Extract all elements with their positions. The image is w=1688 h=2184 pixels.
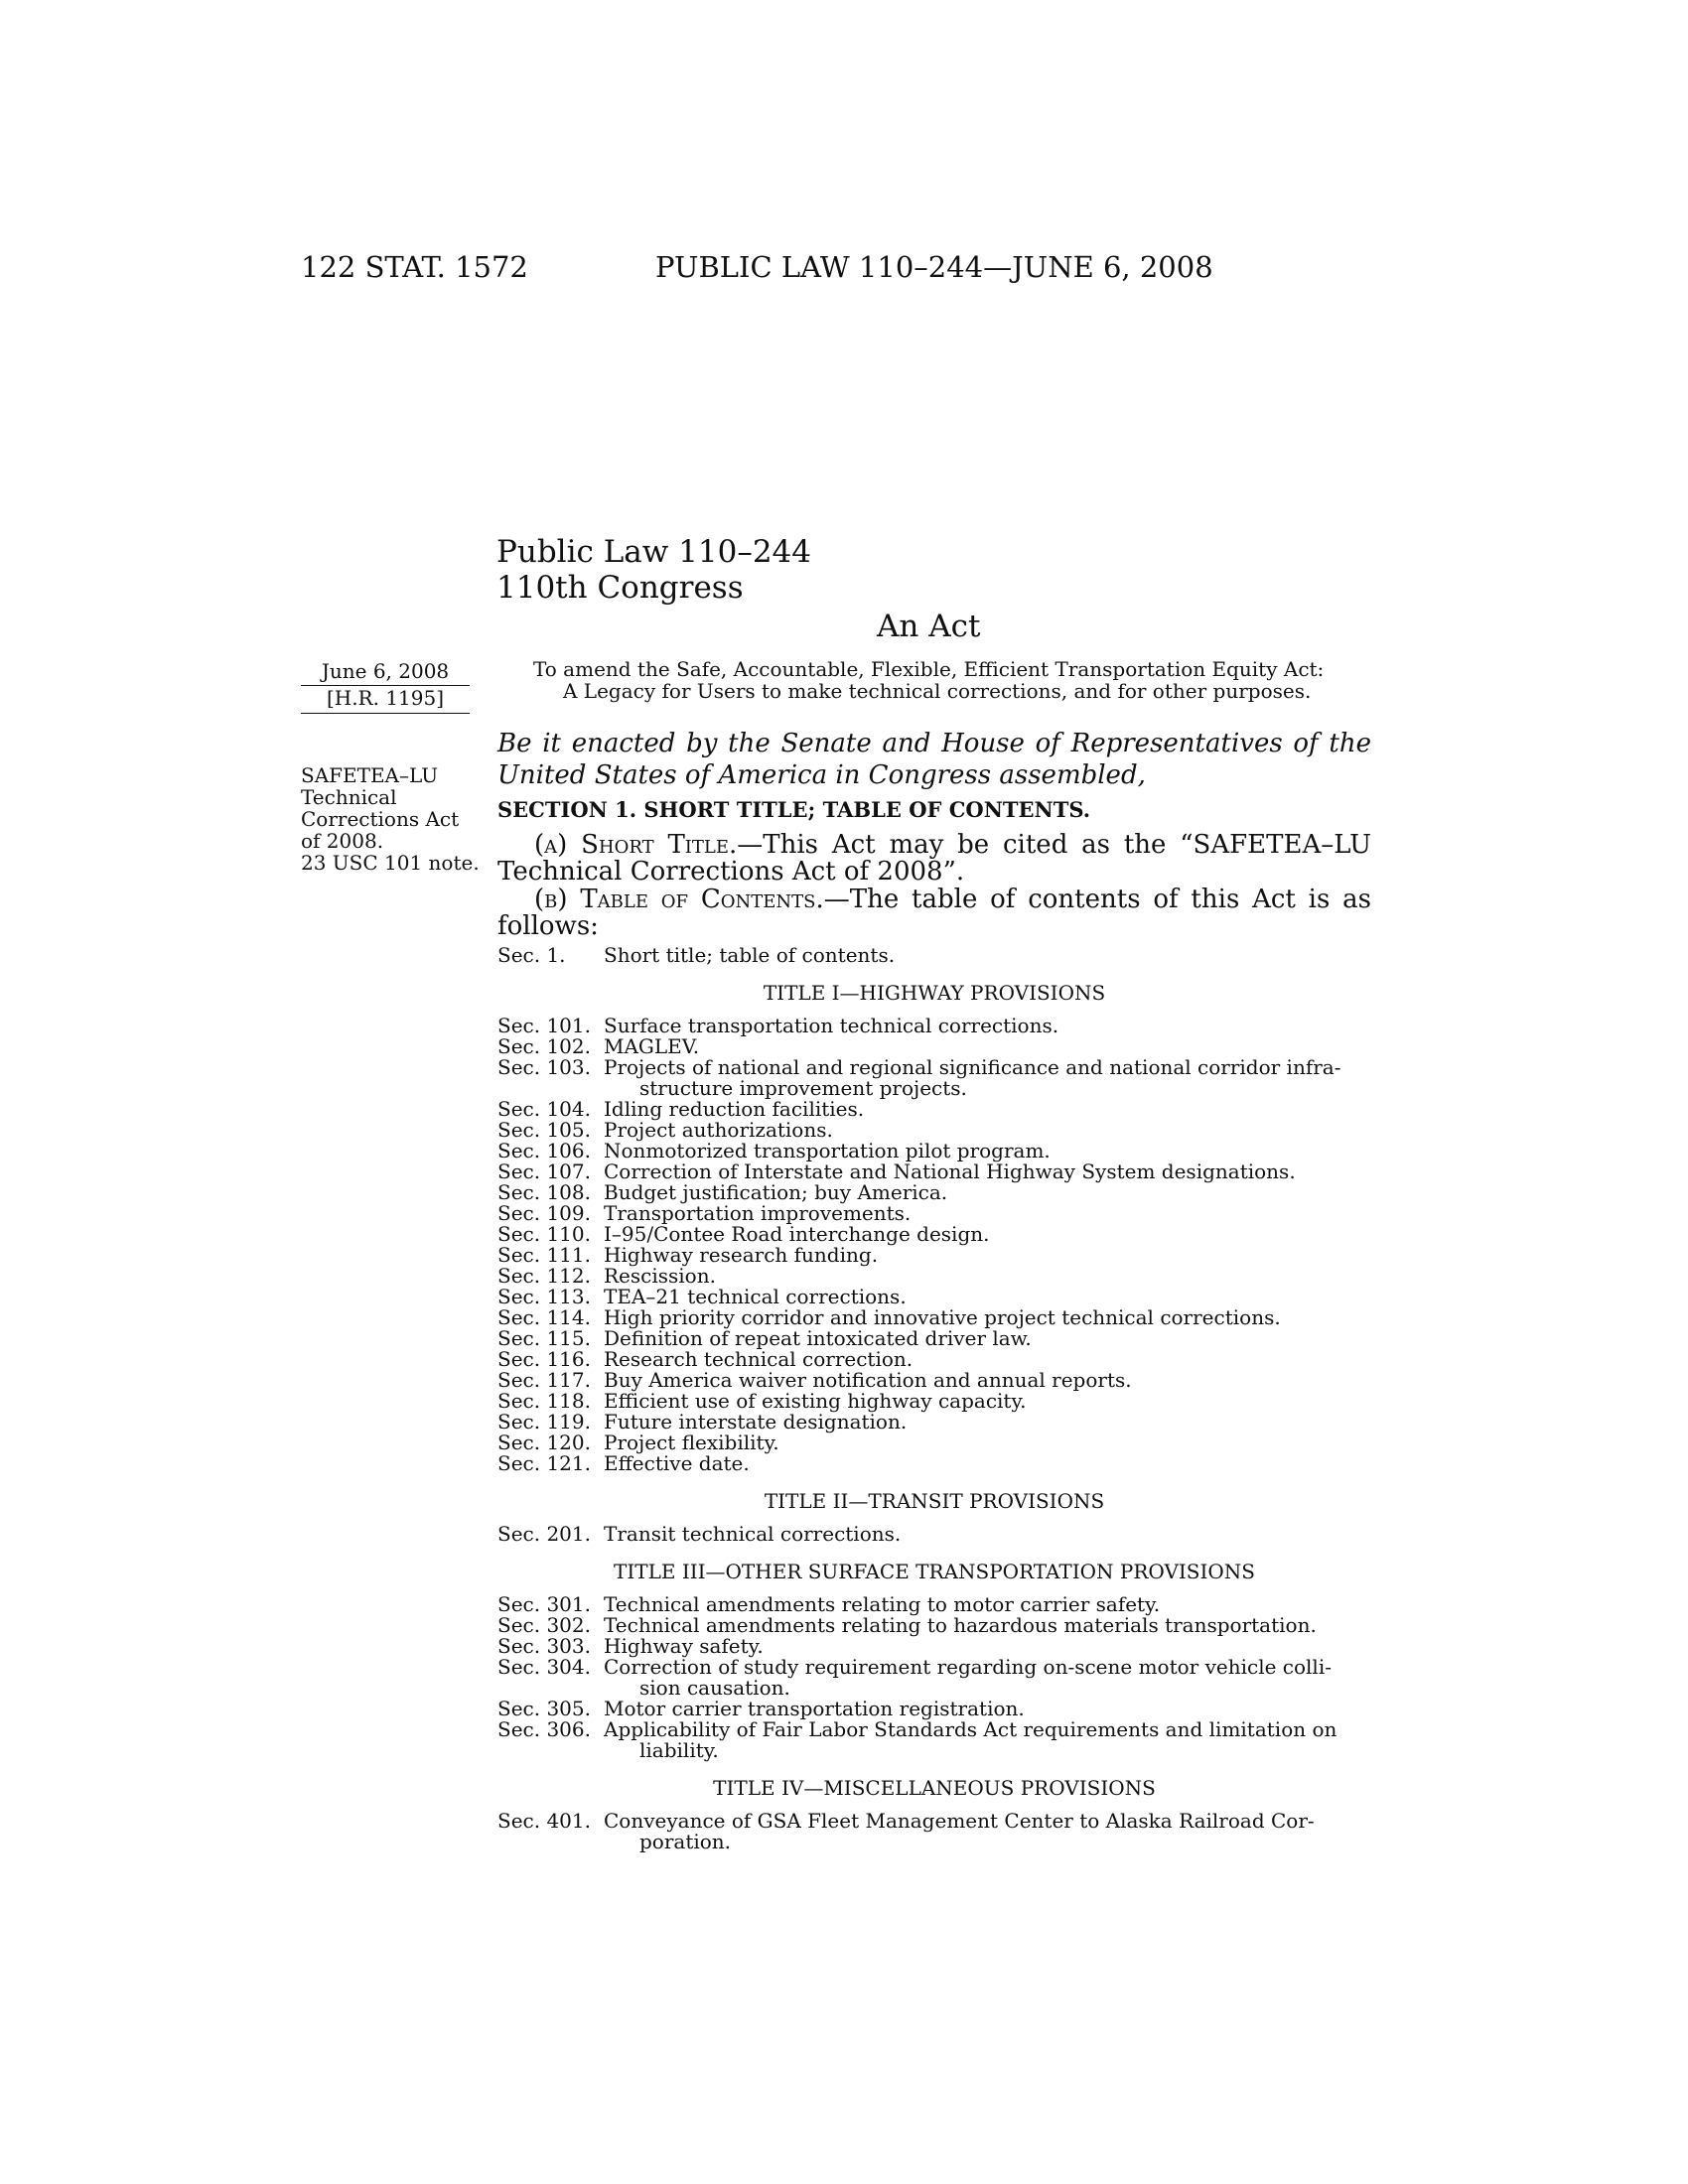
toc-entry-text: Budget justification; buy America. xyxy=(604,1180,948,1204)
toc-entry-continuation: poration. xyxy=(639,1830,732,1853)
toc-entry-number: Sec. 104. xyxy=(497,1097,591,1121)
toc-entry-text: Project flexibility. xyxy=(604,1431,779,1454)
toc-entry-text: Transportation improvements. xyxy=(604,1201,912,1225)
toc-entry xyxy=(497,1203,1370,1224)
subsection-label: (a) Short Title. xyxy=(534,830,738,860)
toc-entry-number: Sec. 101. xyxy=(497,1014,591,1037)
toc-entry xyxy=(497,1615,1370,1636)
toc-entry-number: Sec. 306. xyxy=(497,1717,591,1741)
toc-entry-continuation: structure improvement projects. xyxy=(639,1076,967,1100)
toc-entry-number: Sec. 102. xyxy=(497,1034,591,1058)
toc-entry-text: Nonmotorized transportation pilot program. xyxy=(604,1139,1051,1162)
toc-entry xyxy=(497,1016,1370,1036)
toc-entry xyxy=(497,1036,1370,1057)
toc-entry-text: Applicability of Fair Labor Standards Act requirements and limitation on xyxy=(604,1717,1337,1741)
toc-entry-text: I–95/Contee Road interchange design. xyxy=(604,1222,990,1246)
toc-entry-text: TEA–21 technical corrections. xyxy=(604,1285,907,1308)
toc-entry-number: Sec. 201. xyxy=(497,1522,591,1546)
section-heading: SECTION 1. SHORT TITLE; TABLE OF CONTENTS. xyxy=(497,797,1091,822)
subsection-text: —This Act may be cited as the “SAFETEA–LU Technical Corrections Act of 2008”. xyxy=(497,830,1371,887)
toc-title-heading: TITLE III—OTHER SURFACE TRANSPORTATION PROVISIONS xyxy=(614,1560,1255,1583)
toc-entry-number: Sec. 116. xyxy=(497,1347,591,1371)
toc-entry-text: Highway safety. xyxy=(604,1634,764,1658)
margin-note-line: 23 USC 101 note. xyxy=(301,851,480,875)
toc-entry-text: High priority corridor and innovative project technical corrections. xyxy=(604,1305,1281,1329)
purpose-line: To amend the Safe, Accountable, Flexible, Efficient Transportation Equity Act: xyxy=(533,657,1325,681)
toc-entry xyxy=(497,1287,1370,1307)
toc-entry-text: Technical amendments relating to hazardous materials transportation. xyxy=(604,1613,1317,1637)
toc-entry-number: Sec. 114. xyxy=(497,1305,591,1329)
subsection-label: (b) Table of Contents. xyxy=(534,885,824,914)
toc-entry xyxy=(497,1699,1370,1719)
toc-entry-text: Definition of repeat intoxicated driver law. xyxy=(604,1326,1032,1350)
law-number: Public Law 110–244 xyxy=(496,534,812,570)
subsection-text: —The table of contents of this Act is as follows: xyxy=(497,885,1371,941)
toc-entry xyxy=(497,1433,1370,1453)
toc-entry-text: Short title; table of contents. xyxy=(604,943,896,967)
toc-entry-text: Research technical correction. xyxy=(604,1347,914,1371)
toc-entry-number: Sec. 301. xyxy=(497,1592,591,1616)
toc-entry-number: Sec. 303. xyxy=(497,1634,591,1658)
toc-title-heading: TITLE I—HIGHWAY PROVISIONS xyxy=(763,981,1106,1005)
margin-note-line: of 2008. xyxy=(301,829,384,853)
law-title-block xyxy=(496,534,811,606)
enactment-date: June 6, 2008 xyxy=(321,659,450,683)
toc-intro-paragraph xyxy=(497,887,1371,940)
toc-entry-number: Sec. 108. xyxy=(497,1180,591,1204)
toc-entry-text: Effective date. xyxy=(604,1451,750,1475)
toc-entry-number: Sec. 302. xyxy=(497,1613,591,1637)
toc-entry-text: Motor carrier transportation registration. xyxy=(604,1697,1025,1720)
toc-entry xyxy=(497,1099,1370,1120)
margin-rule xyxy=(301,685,470,686)
margin-note-line: SAFETEA–LU xyxy=(301,763,439,787)
toc-entry xyxy=(497,1245,1370,1266)
margin-date-block xyxy=(301,658,470,712)
toc-entry-number: Sec. 120. xyxy=(497,1431,591,1454)
margin-rule xyxy=(301,713,470,714)
toc-entry-text: Efficient use of existing highway capacity. xyxy=(604,1389,1027,1413)
toc-entry xyxy=(497,1120,1370,1141)
toc-entry-text: Highway research funding. xyxy=(604,1243,879,1267)
toc-entry-number: Sec. 121. xyxy=(497,1451,591,1475)
toc-entry-number: Sec. 106. xyxy=(497,1139,591,1162)
toc-entry-text: Technical amendments relating to motor carrier safety. xyxy=(604,1592,1161,1616)
margin-note xyxy=(301,764,480,874)
toc-entry-text: Correction of Interstate and National Highway System designations. xyxy=(604,1160,1296,1183)
an-act-heading: An Act xyxy=(877,609,981,644)
toc-entry-number: Sec. 103. xyxy=(497,1055,591,1079)
toc-entry-text: Rescission. xyxy=(604,1264,716,1288)
toc-entry xyxy=(497,1594,1370,1615)
toc-entry-number: Sec. 110. xyxy=(497,1222,591,1246)
toc-entry xyxy=(497,1141,1370,1161)
toc-entry-number: Sec. 118. xyxy=(497,1389,591,1413)
toc-entry-text: Transit technical corrections. xyxy=(604,1522,902,1546)
running-head-law: PUBLIC LAW 110–244—JUNE 6, 2008 xyxy=(655,250,1213,284)
toc-entry xyxy=(497,1349,1370,1370)
toc-entry xyxy=(497,1811,1370,1852)
toc-entry-number: Sec. 401. xyxy=(497,1809,591,1833)
toc-entry-text: Surface transportation technical corrections. xyxy=(604,1014,1059,1037)
toc-entry-number: Sec. 107. xyxy=(497,1160,591,1183)
margin-note-line: Technical xyxy=(301,785,397,809)
toc-entry-number: Sec. 105. xyxy=(497,1118,591,1142)
toc-entry-text: Projects of national and regional significance and national corridor infra- xyxy=(604,1055,1341,1079)
toc-entry-number: Sec. 111. xyxy=(497,1243,591,1267)
toc-entry-text: Buy America waiver notification and annual reports. xyxy=(604,1368,1132,1392)
toc-title-heading: TITLE II—TRANSIT PROVISIONS xyxy=(764,1489,1105,1513)
toc-entry-number: Sec. 1. xyxy=(497,943,566,967)
toc-entry xyxy=(497,1224,1370,1245)
toc-entry xyxy=(497,1719,1370,1761)
toc-entry-number: Sec. 112. xyxy=(497,1264,591,1288)
toc-entry xyxy=(497,1370,1370,1391)
toc-entry xyxy=(497,1657,1370,1699)
toc-entry-number: Sec. 109. xyxy=(497,1201,591,1225)
short-title-paragraph xyxy=(497,832,1371,886)
toc-title-heading: TITLE IV—MISCELLANEOUS PROVISIONS xyxy=(713,1776,1156,1800)
bill-number: [H.R. 1195] xyxy=(326,686,445,710)
toc-entry-number: Sec. 115. xyxy=(497,1326,591,1350)
toc-entry xyxy=(497,1412,1370,1433)
purpose-statement xyxy=(533,658,1324,702)
toc-entry xyxy=(497,1636,1370,1657)
toc-entry xyxy=(497,1453,1370,1474)
margin-note-line: Corrections Act xyxy=(301,807,460,831)
toc-entry xyxy=(497,945,1370,966)
enacting-clause: Be it enacted by the Senate and House of Representatives of the United States of America in Congress assembled, xyxy=(497,729,1371,790)
toc-entry-text: Correction of study requirement regarding on-scene motor vehicle colli- xyxy=(604,1655,1332,1679)
toc-entry-text: Project authorizations. xyxy=(604,1118,833,1142)
toc-entry-number: Sec. 119. xyxy=(497,1410,591,1433)
toc-entry-continuation: sion causation. xyxy=(639,1676,790,1700)
toc-entry-text: Conveyance of GSA Fleet Management Center to Alaska Railroad Cor- xyxy=(604,1809,1315,1833)
toc-entry xyxy=(497,1057,1370,1099)
toc-entry-text: Future interstate designation. xyxy=(604,1410,908,1433)
toc-entry-number: Sec. 305. xyxy=(497,1697,591,1720)
toc-entry-number: Sec. 304. xyxy=(497,1655,591,1679)
congress-number: 110th Congress xyxy=(496,570,744,606)
toc-entry-number: Sec. 113. xyxy=(497,1285,591,1308)
toc-entry xyxy=(497,1266,1370,1287)
purpose-line: A Legacy for Users to make technical corrections, and for other purposes. xyxy=(563,679,1312,703)
toc-entry-number: Sec. 117. xyxy=(497,1368,591,1392)
toc-entry xyxy=(497,1182,1370,1203)
page-stat-citation: 122 STAT. 1572 xyxy=(301,250,528,284)
toc-entry-text: MAGLEV. xyxy=(604,1034,700,1058)
toc-entry xyxy=(497,1328,1370,1349)
toc-entry xyxy=(497,1524,1370,1545)
toc-entry xyxy=(497,1307,1370,1328)
toc-entry xyxy=(497,1161,1370,1182)
toc-entry xyxy=(497,1391,1370,1412)
toc-entry-continuation: liability. xyxy=(639,1738,719,1762)
toc-entry-text: Idling reduction facilities. xyxy=(604,1097,865,1121)
